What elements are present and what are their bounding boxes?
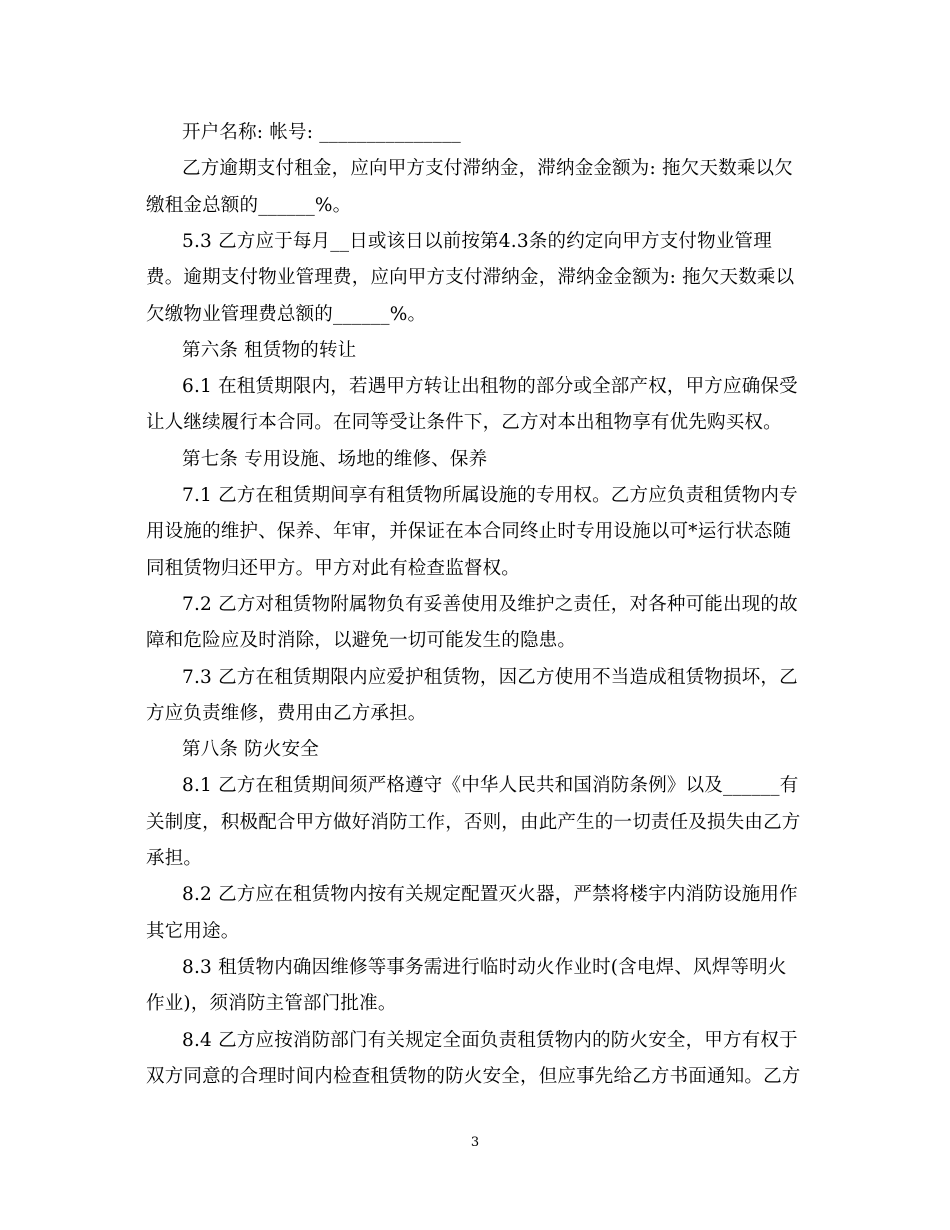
paragraph-line: 7.1 乙方在租赁期间享有租赁物所属设施的专用权。乙方应负责租赁物内专 <box>182 485 798 506</box>
paragraph-line: 方应负责维修，费用由乙方承担。 <box>146 702 427 724</box>
paragraph-line: 5.3 乙方应于每月__日或该日以前按第4.3条的约定向甲方支付物业管理 <box>182 230 772 252</box>
paragraph-line: 障和危险应及时消除，以避免一切可能发生的隐患。 <box>146 630 577 652</box>
paragraph-line: 作业)，须消防主管部门批准。 <box>146 993 397 1015</box>
paragraph-line: 用设施的维护、保养、年审，并保证在本合同终止时专用设施以可*运行状态随 <box>146 521 792 543</box>
paragraph-line: 关制度，积极配合甲方做好消防工作，否则，由此产生的一切责任及损失由乙方 <box>146 811 801 833</box>
paragraph-line: 8.1 乙方在租赁期间须严格遵守《中华人民共和国消防条例》以及______有 <box>182 775 799 797</box>
page-number: 3 <box>470 1135 480 1150</box>
paragraph-line: 7.3 乙方在租赁期限内应爱护租赁物，因乙方使用不当造成租赁物损坏，乙 <box>182 666 798 688</box>
paragraph-line: 开户名称: 帐号: _______________ <box>182 122 461 143</box>
paragraph-line: 承担。 <box>146 848 203 869</box>
paragraph-line: 第八条 防火安全 <box>182 739 319 761</box>
paragraph-line: 7.2 乙方对租赁物附属物负有妥善使用及维护之责任，对各种可能出现的故 <box>182 593 798 615</box>
paragraph-line: 第七条 专用设施、场地的维修、保养 <box>182 448 488 470</box>
paragraph-line: 8.3 租赁物内确因维修等事务需进行临时动火作业时(含电焊、风焊等明火 <box>182 956 787 978</box>
paragraph-line: 其它用途。 <box>146 920 240 942</box>
paragraph-line: 6.1 在租赁期限内，若遇甲方转让出租物的部分或全部产权，甲方应确保受 <box>182 376 798 398</box>
paragraph-line: 双方同意的合理时间内检查租赁物的防火安全，但应事先给乙方书面通知。乙方 <box>146 1065 801 1087</box>
paragraph-line: 缴租金总额的______%。 <box>146 194 352 216</box>
paragraph-line: 费。逾期支付物业管理费，应向甲方支付滞纳金，滞纳金金额为: 拖欠天数乘以 <box>146 267 795 289</box>
paragraph-line: 让人继续履行本合同。在同等受让条件下，乙方对本出租物享有优先购买权。 <box>146 412 782 434</box>
paragraph-line: 欠缴物业管理费总额的______%。 <box>146 303 427 325</box>
paragraph-line: 第六条 租赁物的转让 <box>182 339 357 361</box>
paragraph-line: 同租赁物归还甲方。甲方对此有检查监督权。 <box>146 557 521 579</box>
paragraph-line: 8.4 乙方应按消防部门有关规定全面负责租赁物内的防火安全，甲方有权于 <box>182 1029 798 1051</box>
paragraph-line: 乙方逾期支付租金，应向甲方支付滞纳金，滞纳金金额为: 拖欠天数乘以欠 <box>182 158 793 180</box>
paragraph-line: 8.2 乙方应在租赁物内按有关规定配置灭火器，严禁将楼宇内消防设施用作 <box>182 884 798 906</box>
